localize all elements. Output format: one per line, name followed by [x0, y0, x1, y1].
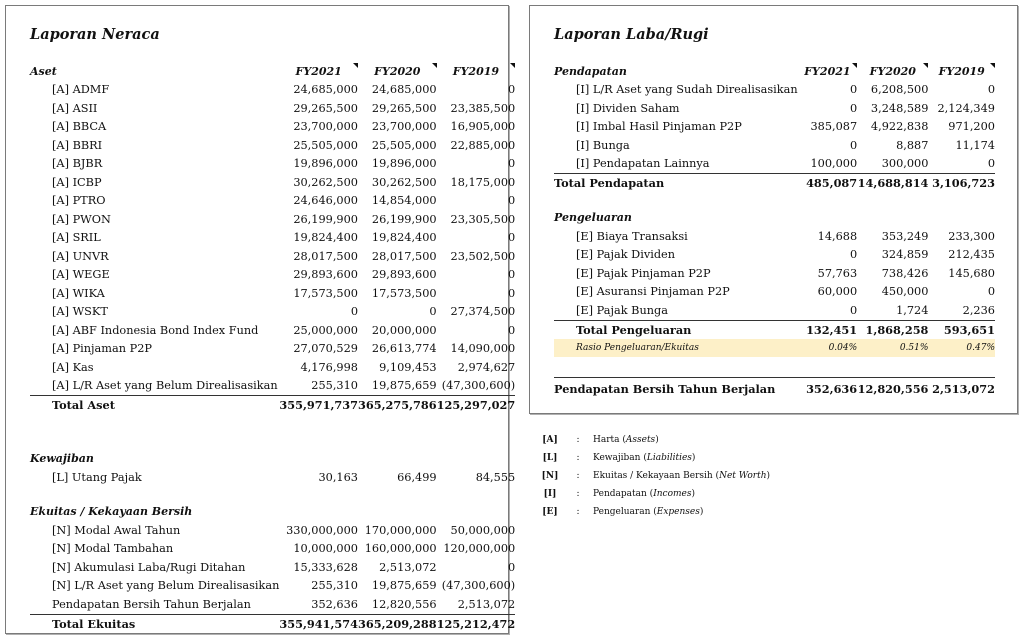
table-row: [30, 377, 515, 396]
row-value: 19,824,400: [293, 231, 358, 245]
year-column-header[interactable]: [928, 62, 995, 81]
row-value: 25,505,000: [371, 138, 437, 152]
row-label: [A] WEGE: [52, 268, 110, 282]
row-value: 19,896,000: [371, 157, 437, 171]
row-value: 10,000,000: [293, 542, 358, 556]
row-value: 160,000,000: [364, 542, 437, 556]
row-label: [A] PTRO: [52, 194, 106, 208]
row-value: 25,505,000: [293, 138, 358, 152]
row-label: [N] Modal Awal Tahun: [52, 523, 181, 537]
legend-english: Net Worth: [719, 471, 767, 481]
row-label: [A] PWON: [52, 212, 111, 226]
row-value: 233,300: [948, 229, 995, 243]
column-header-row: [554, 62, 995, 81]
row-value: 9,109,453: [379, 360, 437, 374]
section-header: Pendapatan: [554, 64, 627, 78]
row-value: 2,513,072: [379, 560, 437, 574]
table-row: [30, 303, 515, 322]
section-header: Pengeluaran: [554, 211, 632, 225]
spacer: [30, 415, 515, 450]
section-header: Ekuitas / Kekayaan Bersih: [30, 505, 193, 519]
year-label: FY2020: [869, 64, 916, 78]
row-value: 26,613,774: [371, 342, 437, 356]
table-row: [30, 266, 515, 285]
row-label: [A] BBCA: [52, 120, 107, 134]
table-row: [30, 99, 515, 118]
row-value: 26,199,900: [293, 212, 358, 226]
year-label: FY2020: [374, 64, 421, 78]
table-row: [30, 558, 515, 577]
row-value: 0: [508, 83, 516, 97]
row-value: 170,000,000: [364, 523, 437, 537]
row-value: 0: [508, 194, 516, 208]
row-value: 355,971,737: [279, 396, 358, 415]
row-label: [A] ICBP: [52, 175, 102, 189]
row-value: 2,974,627: [457, 360, 516, 374]
table-row: [30, 155, 515, 174]
legend-text: [593, 507, 703, 517]
row-value: 0: [508, 231, 516, 245]
section-row: [554, 209, 995, 228]
row-value: 11,174: [955, 138, 995, 152]
legend-text: [593, 489, 695, 499]
year-label: FY2021: [295, 64, 342, 78]
row-value: 385,087: [810, 120, 858, 134]
row-value: 0: [508, 286, 516, 300]
row-value: 0: [849, 248, 858, 262]
legend-code: [A]: [542, 435, 558, 445]
row-value: 12,820,556: [857, 378, 928, 401]
row-value: 24,685,000: [293, 83, 358, 97]
row-value: 0: [508, 157, 516, 171]
row-value: 0: [987, 157, 995, 171]
legend-item: [537, 485, 770, 503]
row-value: 324,859: [881, 248, 929, 262]
row-value: 3,248,589: [870, 101, 929, 115]
row-value: 27,374,500: [450, 305, 516, 319]
spacer: [554, 193, 995, 209]
row-label: Total Pengeluaran: [554, 320, 798, 339]
row-value: 0.47%: [928, 339, 995, 357]
legend-text: [593, 453, 695, 463]
section-row: [30, 450, 515, 469]
row-value: 212,435: [948, 248, 995, 262]
legend-close: ): [691, 489, 695, 499]
legend-desc: Kewajiban (: [593, 453, 647, 463]
legend-english: Assets: [625, 435, 656, 445]
row-value: 0: [849, 101, 858, 115]
row-label: [E] Asuransi Pinjaman P2P: [576, 285, 730, 299]
row-value: 0: [849, 303, 858, 317]
income-statement-title: Laporan Laba/Rugi: [554, 26, 709, 43]
row-value: 30,163: [318, 470, 358, 484]
table-row: [30, 595, 515, 614]
balance-sheet-table: [30, 62, 515, 633]
legend-text: [593, 435, 659, 445]
row-value: 6,208,500: [870, 83, 929, 97]
row-value: 2,513,072: [457, 597, 516, 611]
row-label: [I] Bunga: [576, 138, 630, 152]
row-value: 20,000,000: [371, 323, 437, 337]
row-value: 0: [508, 323, 516, 337]
row-value: 330,000,000: [286, 523, 358, 537]
row-value: 66,499: [397, 470, 437, 484]
row-label: [N] Akumulasi Laba/Rugi Ditahan: [52, 560, 246, 574]
ratio-row: [554, 339, 995, 357]
row-value: 16,905,000: [450, 120, 516, 134]
row-label: [A] ASII: [52, 101, 98, 115]
legend-close: ): [691, 453, 696, 463]
row-label: [E] Pajak Dividen: [576, 248, 676, 262]
row-value: 365,275,786: [358, 396, 437, 415]
row-value: 0: [849, 83, 858, 97]
row-value: 1,724: [896, 303, 929, 317]
year-label: FY2021: [804, 64, 851, 78]
row-value: 17,573,500: [293, 286, 358, 300]
section-row: [30, 503, 515, 522]
code-legend: [537, 431, 770, 521]
row-value: 450,000: [881, 285, 929, 299]
row-value: 26,199,900: [371, 212, 437, 226]
row-value: 2,124,349: [937, 101, 995, 115]
table-row: [554, 81, 995, 100]
table-row: [554, 246, 995, 265]
row-value: 365,209,288: [358, 614, 437, 633]
row-value: 28,017,500: [371, 249, 437, 263]
row-value: 29,893,600: [371, 268, 437, 282]
row-label: [A] ADMF: [52, 83, 110, 97]
table-row: [30, 577, 515, 596]
row-value: 125,297,027: [437, 396, 516, 415]
legend-item: [537, 449, 770, 467]
row-value: 8,887: [896, 138, 929, 152]
row-value: 23,385,500: [450, 101, 516, 115]
legend-close: ): [655, 435, 659, 445]
row-value: 352,636: [798, 378, 858, 401]
row-value: 0: [350, 305, 358, 319]
table-row: [30, 210, 515, 229]
table-row: [30, 468, 515, 487]
row-value: 22,885,000: [450, 138, 516, 152]
section-header: Kewajiban: [30, 452, 94, 466]
row-value: 2,236: [962, 303, 995, 317]
row-value: 30,262,500: [293, 175, 358, 189]
legend-close: ): [699, 507, 704, 517]
row-value: 0.04%: [798, 339, 858, 357]
legend-separator: :: [576, 489, 580, 499]
row-value: 28,017,500: [293, 249, 358, 263]
spacer: [554, 357, 995, 378]
row-label: [A] SRIL: [52, 231, 101, 245]
row-value: 57,763: [817, 266, 858, 280]
row-label: [A] WSKT: [52, 305, 108, 319]
legend-code: [L]: [542, 453, 558, 463]
spacer: [30, 487, 515, 503]
row-value: 255,310: [311, 579, 358, 593]
row-value: 50,000,000: [450, 523, 516, 537]
table-row: [30, 540, 515, 559]
row-value: 19,824,400: [371, 231, 437, 245]
row-value: (47,300,600): [441, 379, 516, 393]
filter-dropdown-icon[interactable]: [510, 63, 515, 68]
row-value: 0: [987, 285, 995, 299]
table-row: [30, 358, 515, 377]
row-value: 2,513,072: [928, 378, 995, 401]
legend-item: [537, 467, 770, 485]
legend-desc: Pengeluaran (: [593, 507, 657, 517]
section-header: Aset: [30, 64, 57, 78]
row-label: [A] Kas: [52, 360, 94, 374]
row-value: (47,300,600): [441, 579, 516, 593]
row-value: 14,090,000: [450, 342, 516, 356]
row-label: [A] UNVR: [52, 249, 109, 263]
net-income-row: [554, 378, 995, 401]
table-row: [30, 229, 515, 248]
row-value: 353,249: [881, 229, 929, 243]
row-value: 355,941,574: [279, 614, 358, 633]
row-label: [A] BBRI: [52, 138, 103, 152]
row-value: 14,688: [817, 229, 858, 243]
row-value: 60,000: [817, 285, 858, 299]
row-value: 145,680: [948, 266, 995, 280]
row-value: 120,000,000: [443, 542, 516, 556]
row-value: 300,000: [881, 157, 929, 171]
row-label: [I] L/R Aset yang Sudah Direalisasikan: [576, 83, 798, 97]
table-row: [554, 301, 995, 320]
row-label: [A] ABF Indonesia Bond Index Fund: [52, 323, 259, 337]
row-value: 0.51%: [857, 339, 928, 357]
table-row: [554, 283, 995, 302]
row-value: 23,700,000: [371, 120, 437, 134]
row-label: Pendapatan Bersih Tahun Berjalan: [52, 597, 251, 611]
row-value: 18,175,000: [450, 175, 516, 189]
legend-item: [537, 503, 770, 521]
row-value: 1,868,258: [857, 320, 928, 339]
row-value: 255,310: [311, 379, 358, 393]
row-value: 0: [849, 138, 858, 152]
table-row: [30, 173, 515, 192]
row-value: 15,333,628: [293, 560, 358, 574]
row-value: 14,854,000: [371, 194, 437, 208]
legend-separator: :: [576, 453, 580, 463]
row-label: [I] Imbal Hasil Pinjaman P2P: [576, 120, 742, 134]
row-value: 23,502,500: [450, 249, 516, 263]
row-label: Rasio Pengeluaran/Ekuitas: [554, 339, 798, 357]
income-statement-table: [554, 62, 995, 400]
row-value: 100,000: [810, 157, 858, 171]
row-label: [N] L/R Aset yang Belum Direalisasikan: [52, 579, 280, 593]
row-label: [I] Pendapatan Lainnya: [576, 157, 710, 171]
legend-desc: Harta (: [593, 435, 626, 445]
legend-item: [537, 431, 770, 449]
row-label: [I] Dividen Saham: [576, 101, 680, 115]
table-row: [30, 321, 515, 340]
table-row: [30, 192, 515, 211]
row-value: 12,820,556: [371, 597, 437, 611]
row-label: [L] Utang Pajak: [52, 470, 142, 484]
row-value: 4,176,998: [300, 360, 358, 374]
table-row: [30, 340, 515, 359]
row-label: Total Aset: [30, 396, 279, 415]
row-value: 29,265,500: [293, 101, 358, 115]
row-label: Pendapatan Bersih Tahun Berjalan: [554, 378, 798, 401]
year-column-header[interactable]: [857, 62, 928, 81]
row-value: 738,426: [881, 266, 929, 280]
year-column-header[interactable]: [437, 62, 516, 81]
row-value: 19,875,659: [371, 379, 437, 393]
table-row: [30, 136, 515, 155]
row-value: 125,212,472: [437, 614, 516, 633]
row-value: 17,573,500: [371, 286, 437, 300]
total-row: [30, 396, 515, 415]
filter-dropdown-icon[interactable]: [990, 63, 995, 68]
row-value: 14,688,814: [857, 174, 928, 193]
balance-sheet-title: Laporan Neraca: [30, 26, 160, 43]
row-label: [A] Pinjaman P2P: [52, 342, 152, 356]
year-column-header[interactable]: [358, 62, 437, 81]
row-value: 27,070,529: [293, 342, 358, 356]
table-row: [554, 264, 995, 283]
row-label: [E] Pajak Bunga: [576, 303, 668, 317]
row-label: Total Ekuitas: [30, 614, 279, 633]
table-row: [554, 118, 995, 137]
legend-code: [E]: [542, 507, 558, 517]
total-row: [554, 320, 995, 339]
legend-text: [593, 471, 770, 481]
total-row: [30, 614, 515, 633]
row-value: 971,200: [948, 120, 995, 134]
table-row: [30, 118, 515, 137]
table-row: [554, 155, 995, 174]
row-label: [A] WIKA: [52, 286, 105, 300]
table-row: [30, 247, 515, 266]
table-row: [30, 521, 515, 540]
legend-code: [I]: [543, 489, 557, 499]
year-label: FY2019: [452, 64, 500, 78]
row-value: 0: [987, 83, 995, 97]
row-value: 24,685,000: [371, 83, 437, 97]
year-column-header[interactable]: [798, 62, 858, 81]
row-value: 84,555: [475, 470, 516, 484]
row-value: 3,106,723: [928, 174, 995, 193]
row-value: 593,651: [928, 320, 995, 339]
row-label: [A] L/R Aset yang Belum Direalisasikan: [52, 379, 278, 393]
row-label: Total Pendapatan: [554, 174, 798, 193]
row-value: 485,087: [798, 174, 858, 193]
table-row: [30, 284, 515, 303]
row-value: 0: [508, 268, 516, 282]
table-row: [554, 136, 995, 155]
row-value: 4,922,838: [870, 120, 929, 134]
row-value: 30,262,500: [371, 175, 437, 189]
row-value: 29,893,600: [293, 268, 358, 282]
row-value: 23,305,500: [450, 212, 516, 226]
row-value: 23,700,000: [293, 120, 358, 134]
total-row: [554, 174, 995, 193]
row-label: [N] Modal Tambahan: [52, 542, 174, 556]
row-label: [A] BJBR: [52, 157, 103, 171]
row-value: 24,646,000: [293, 194, 358, 208]
legend-separator: :: [576, 507, 580, 517]
row-value: 19,875,659: [371, 579, 437, 593]
table-row: [554, 99, 995, 118]
table-row: [30, 81, 515, 100]
row-value: 19,896,000: [293, 157, 358, 171]
legend-separator: :: [576, 435, 580, 445]
column-header-row: [30, 62, 515, 81]
legend-desc: Pendapatan (: [593, 489, 654, 499]
legend-desc: Ekuitas / Kekayaan Bersih (: [593, 471, 720, 481]
legend-close: ): [766, 471, 771, 481]
year-label: FY2019: [938, 64, 985, 78]
row-value: 352,636: [311, 597, 358, 611]
row-value: 0: [429, 305, 437, 319]
row-value: 0: [508, 560, 516, 574]
legend-separator: :: [576, 471, 580, 481]
legend-english: Incomes: [653, 489, 692, 499]
row-value: 29,265,500: [371, 101, 437, 115]
year-column-header[interactable]: [279, 62, 358, 81]
table-row: [554, 227, 995, 246]
legend-code: [N]: [541, 471, 559, 481]
row-value: 132,451: [798, 320, 858, 339]
row-label: [E] Biaya Transaksi: [576, 229, 688, 243]
row-label: [E] Pajak Pinjaman P2P: [576, 266, 711, 280]
legend-english: Expenses: [656, 507, 700, 517]
legend-english: Liabilities: [646, 453, 692, 463]
row-value: 25,000,000: [293, 323, 358, 337]
